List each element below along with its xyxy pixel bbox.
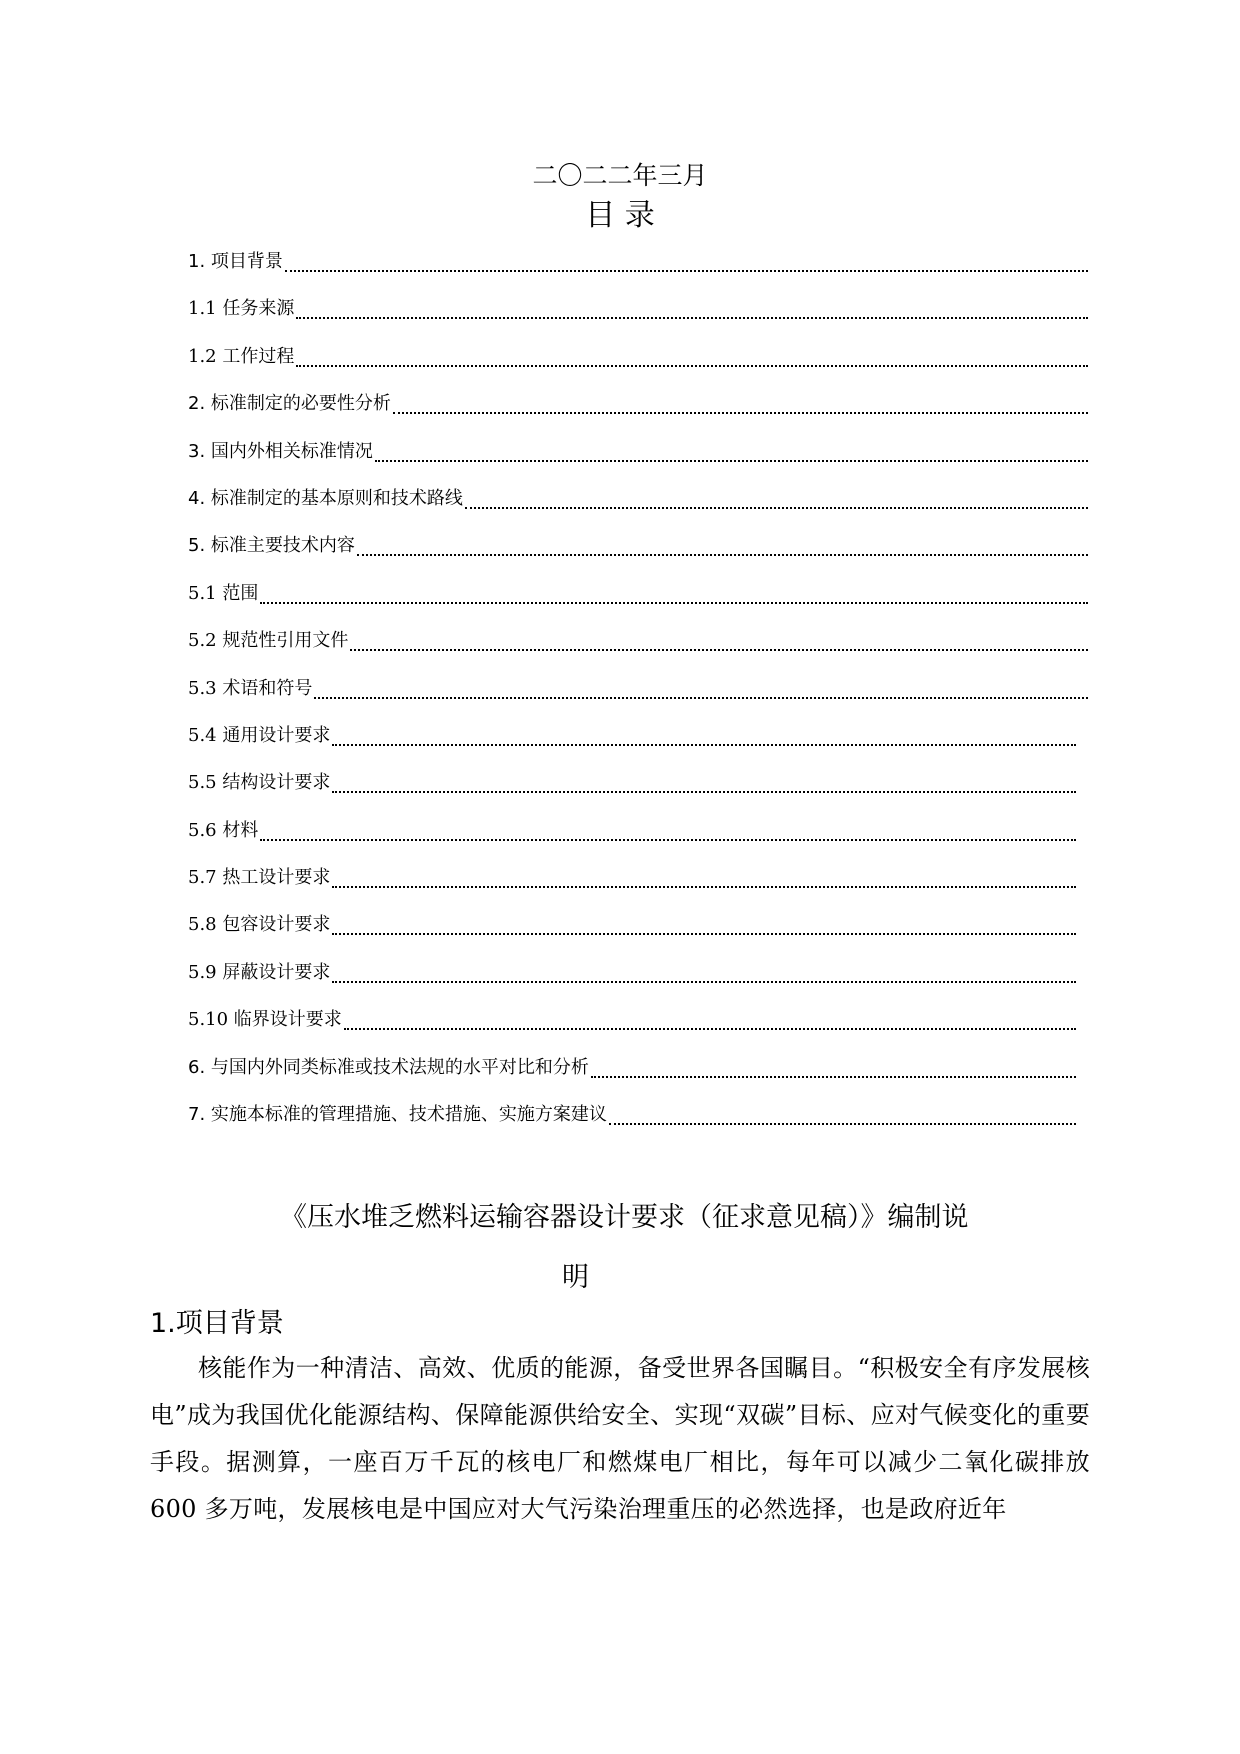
toc-entry-5[interactable] [188, 532, 1088, 579]
toc-entry-6[interactable] [188, 1054, 1088, 1101]
dot-leader [260, 819, 1076, 841]
toc-entry-label: 5. 标准主要技术内容 [188, 535, 355, 557]
dot-leader [591, 1056, 1076, 1078]
toc-entry-label: 5.7 热工设计要求 [188, 867, 331, 889]
toc-entry-label: 2. 标准制定的必要性分析 [188, 393, 391, 415]
toc-title: 目 录 [585, 198, 655, 233]
toc-entry-label: 6. 与国内外同类标准或技术法规的水平对比和分析 [188, 1056, 589, 1078]
toc-entry-1-2[interactable] [188, 343, 1088, 390]
dot-leader [465, 487, 1088, 509]
dot-leader [393, 392, 1088, 414]
dot-leader [285, 250, 1088, 272]
toc-entry-7[interactable] [188, 1101, 1088, 1148]
dot-leader [296, 345, 1088, 367]
toc-entry-5-4[interactable] [188, 722, 1088, 769]
toc-entry-label: 3. 国内外相关标准情况 [188, 440, 373, 462]
toc-entry-1-1[interactable] [188, 295, 1088, 342]
toc-entry-label: 5.9 屏蔽设计要求 [188, 961, 331, 983]
toc-entry-5-6[interactable] [188, 817, 1088, 864]
toc-entry-label: 5.4 通用设计要求 [188, 724, 331, 746]
toc-entry-5-5[interactable] [188, 769, 1088, 816]
dot-leader [357, 534, 1088, 556]
dot-leader [260, 582, 1088, 604]
toc-entry-label: 4. 标准制定的基本原则和技术路线 [188, 487, 463, 509]
dot-leader [344, 1008, 1076, 1030]
dot-leader [350, 629, 1088, 651]
toc-entry-5-7[interactable] [188, 864, 1088, 911]
toc-entry-3[interactable] [188, 438, 1088, 485]
toc-entry-label: 5.2 规范性引用文件 [188, 630, 349, 652]
toc-entry-1[interactable] [188, 248, 1088, 295]
toc-entry-label: 1.2 工作过程 [188, 345, 295, 367]
toc-entry-label: 5.5 结构设计要求 [188, 772, 331, 794]
toc-entry-label: 5.8 包容设计要求 [188, 914, 331, 936]
toc-entry-5-3[interactable] [188, 675, 1088, 722]
date-line: 二〇二二年三月 [532, 161, 708, 190]
toc-entry-2[interactable] [188, 390, 1088, 437]
toc-entry-5-2[interactable] [188, 627, 1088, 674]
toc-entry-label: 5.1 范围 [188, 582, 259, 604]
toc-entry-5-8[interactable] [188, 911, 1088, 958]
toc-entry-label: 5.10 临界设计要求 [188, 1009, 342, 1031]
toc-entry-5-1[interactable] [188, 580, 1088, 627]
toc-entry-5-9[interactable] [188, 959, 1088, 1006]
toc-entry-5-10[interactable] [188, 1006, 1088, 1053]
dot-leader [332, 724, 1076, 746]
dot-leader [314, 677, 1088, 699]
document-title-line2: 明 [562, 1262, 589, 1293]
toc-entry-label: 5.3 术语和符号 [188, 677, 313, 699]
toc-entry-label: 1.1 任务来源 [188, 298, 295, 320]
section-heading: 1.项目背景 [150, 1308, 284, 1339]
document-title [280, 1188, 1070, 1308]
dot-leader [332, 913, 1076, 935]
dot-leader [296, 297, 1088, 319]
dot-leader [609, 1103, 1076, 1125]
document-title-line1: 《压水堆乏燃料运输容器设计要求（征求意见稿）》编制说 [280, 1202, 969, 1233]
dot-leader [332, 866, 1076, 888]
toc-entry-4[interactable] [188, 485, 1088, 532]
table-of-contents [188, 248, 1088, 1148]
dot-leader [332, 771, 1076, 793]
toc-entry-label: 5.6 材料 [188, 819, 259, 841]
toc-entry-label: 7. 实施本标准的管理措施、技术措施、实施方案建议 [188, 1104, 607, 1126]
toc-entry-label: 1. 项目背景 [188, 251, 283, 272]
body-paragraph: 核能作为一种清洁、高效、优质的能源，备受世界各国瞩目。“积极安全有序发展核电”成为我国优化能源结构、保障能源供给安全、实现“双碳”目标、应对气候变化的重要手段。据测算，一座百万千瓦的核电厂和燃煤电厂相比，每年可以减少二氧化碳排放 600 多万吨，发展核电是中国应对大气污染治理重压的必然选择，也是政府近年 [150, 1354, 1090, 1523]
dot-leader [332, 961, 1076, 983]
dot-leader [375, 440, 1088, 462]
